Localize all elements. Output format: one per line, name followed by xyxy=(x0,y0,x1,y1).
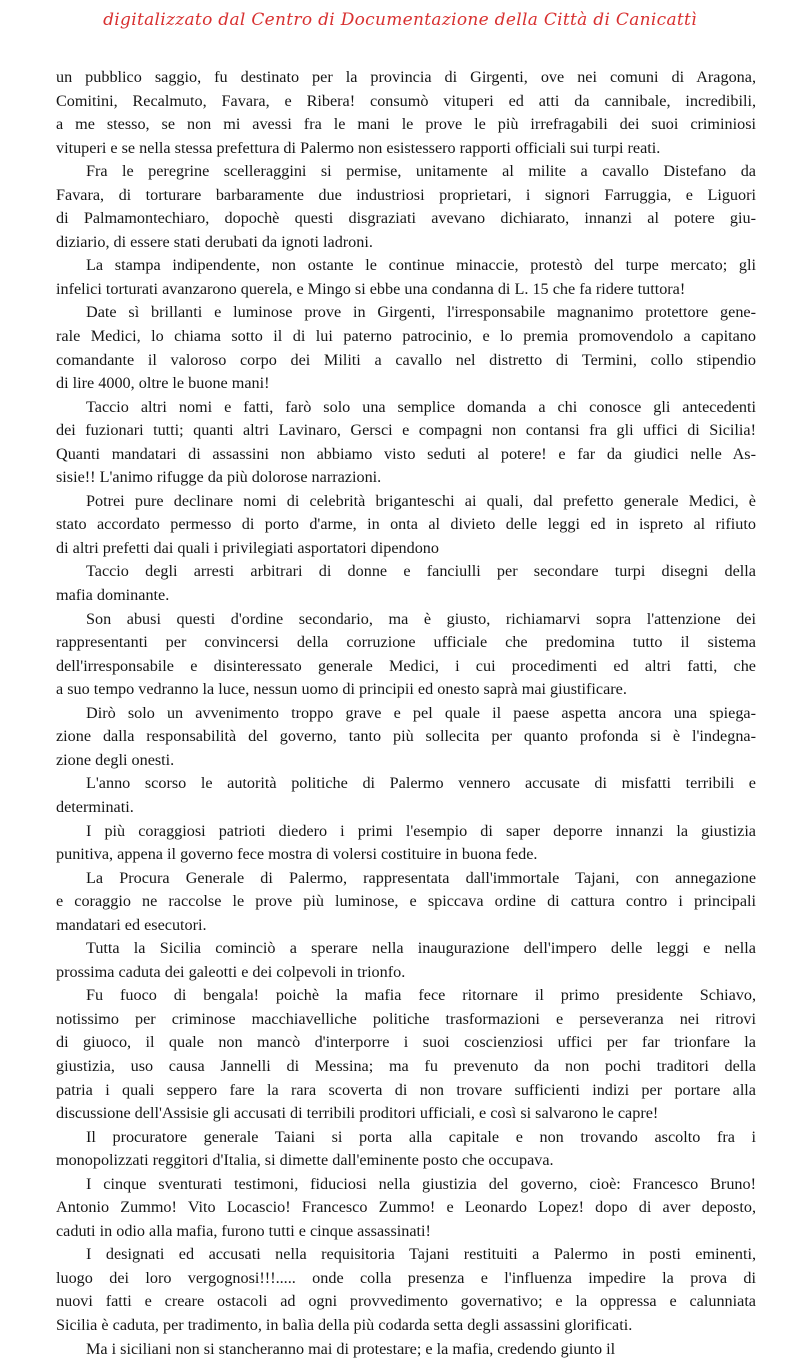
text-line: Favara, di torturare barbaramente due industriosi proprietari, i signori Farruggia, e Liguori xyxy=(56,185,756,204)
text-line: Quanti mandatari di assassini non abbiamo visto seduti al potere! e far da giudici nelle As- xyxy=(56,444,756,463)
paragraph xyxy=(56,937,756,984)
text-line: determinati. xyxy=(56,797,134,816)
text-line: mandatari ed esecutori. xyxy=(56,915,207,934)
text-line: Dirò solo un avvenimento troppo grave e pel quale il paese aspetta ancora una spiega- xyxy=(86,703,756,722)
text-line: un pubblico saggio, fu destinato per la provincia di Girgenti, ove nei comuni di Aragona, xyxy=(56,68,756,86)
paragraph xyxy=(56,608,756,702)
paragraph xyxy=(56,1126,756,1173)
text-line: nuovi fatti e creare ostacoli ad ogni provvedimento governativo; e la oppressa e calunniata xyxy=(56,1292,756,1311)
text-line: Comitini, Recalmuto, Favara, e Ribera! consumò vituperi ed atti da cannibale, incredibili, xyxy=(56,91,756,110)
paragraph xyxy=(56,1173,756,1244)
paragraph xyxy=(56,984,756,1125)
text-line: caduti in odio alla mafia, furono tutti e cinque assassinati! xyxy=(56,1221,431,1240)
text-line: rale Medici, lo chiama sotto il di lui paterno patrocinio, e lo premia promovendolo a capitano xyxy=(56,327,756,346)
text-line: Son abusi questi d'ordine secondario, ma è giusto, richiamarvi sopra l'attenzione dei xyxy=(86,609,756,628)
paragraph xyxy=(56,1338,756,1361)
text-line: Antonio Zummo! Vito Locascio! Francesco Zummo! e Leonardo Lopez! dopo di aver deposto, xyxy=(56,1198,756,1217)
text-line: Taccio altri nomi e fatti, farò solo una semplice domanda a chi conosce gli antecedenti xyxy=(86,397,756,416)
text-line: infelici torturati avanzarono querela, e Mingo si ebbe una condanna di L. 15 che fa ridere tuttora! xyxy=(56,279,686,298)
text-line: sisie!! L'animo rifugge da più dolorose narrazioni. xyxy=(56,468,382,487)
paragraph xyxy=(56,820,756,867)
text-line: rappresentanti per convincersi della corruzione ufficiale che predomina tutto il sistema xyxy=(56,633,756,652)
paragraph xyxy=(56,490,756,561)
paragraph xyxy=(56,160,756,254)
text-line: monopolizzati reggitori d'Italia, si dimette dall'eminente posto che occupava. xyxy=(56,1151,554,1170)
paragraph xyxy=(56,702,756,773)
text-line: a me stesso, se non mi avessi fra le mani le prove le più irrefragabili dei suoi criminiosi xyxy=(56,115,756,134)
paragraph xyxy=(56,772,756,819)
text-line: prossima caduta dei galeotti e dei colpevoli in trionfo. xyxy=(56,962,406,981)
text-line: di lire 4000, oltre le buone mani! xyxy=(56,374,270,393)
paragraph xyxy=(56,560,756,607)
text-line: a suo tempo vedranno la luce, nessun uomo di principii ed onesto saprà mai giustificare. xyxy=(56,680,627,699)
text-line: punitiva, appena il governo fece mostra di volersi costituire in buona fede. xyxy=(56,845,538,864)
document-body xyxy=(56,66,756,1361)
text-line: patria i quali seppero fare la rara scoverta di non trovare sufficienti indizi per portare alla xyxy=(56,1080,756,1099)
text-line: Il procuratore generale Taiani si porta alla capitale e non trovando ascolto fra i xyxy=(86,1127,756,1146)
text-line: e coraggio ne raccolse le prove più luminose, e spiccava ordine di cattura contro i principali xyxy=(56,892,756,911)
text-line: di Palmamontechiaro, dopochè questi disgraziati avevano dichiarato, innanzi al potere giu- xyxy=(56,209,756,228)
digitization-watermark: digitalizzato dal Centro di Documentazione della Città di Canicattì xyxy=(103,10,697,30)
text-line: Date sì brillanti e luminose prove in Girgenti, l'irresponsabile magnanimo protettore gene- xyxy=(86,303,756,322)
text-line: luogo dei loro vergognosi!!!..... onde colla presenza e l'influenza impedire la prova di xyxy=(56,1268,756,1287)
paragraph xyxy=(56,867,756,938)
text-line: giustizia, uso causa Jannelli di Messina; ma fu prevenuto da non pochi traditori della xyxy=(56,1056,756,1075)
text-line: Fu fuoco di bengala! poichè la mafia fece ritornare il primo presidente Schiavo, xyxy=(86,986,756,1005)
paragraph xyxy=(56,254,756,301)
text-line: Ma i siciliani non si stancheranno mai di protestare; e la mafia, credendo giunto il xyxy=(86,1339,616,1358)
text-line: La Procura Generale di Palermo, rappresentata dall'immortale Tajani, con annegazione xyxy=(86,868,756,887)
text-line: diziario, di essere stati derubati da ignoti ladroni. xyxy=(56,232,373,251)
text-line: dell'irresponsabile e disinteressato generale Medici, i cui procedimenti ed altri fatti, che xyxy=(56,656,756,675)
text-line: zione degli onesti. xyxy=(56,750,175,769)
text-line: zione dalla responsabilità del governo, tanto più sollecita per quanto profonda si è l'indegna- xyxy=(56,727,756,746)
text-line: Sicilia è caduta, per tradimento, in balìa della più codarda setta degli assassini glorificati. xyxy=(56,1315,633,1334)
paragraph xyxy=(56,396,756,490)
text-line: Potrei pure declinare nomi di celebrità briganteschi ai quali, dal prefetto generale Medici, è xyxy=(86,491,756,510)
paragraph xyxy=(56,301,756,395)
text-line: Taccio degli arresti arbitrari di donne e fanciulli per secondare turpi disegni della xyxy=(86,562,756,581)
text-line: I più coraggiosi patrioti diedero i primi l'esempio di saper deporre innanzi la giustizia xyxy=(86,821,756,840)
text-line: dei fuzionari tutti; quanti altri Lavinaro, Gersci e compagni non contansi fra gli uffici di Sicilia! xyxy=(56,421,756,440)
text-line: discussione dell'Assisie gli accusati di terribili proditori ufficiali, e così si salvarono le capre! xyxy=(56,1104,659,1123)
paragraph xyxy=(56,66,756,160)
text-line: di altri prefetti dai quali i privilegiati asportatori dipendono xyxy=(56,538,439,557)
text-line: di giuoco, il quale non mancò d'interporre i suoi coscienziosi uffici per far trionfare la xyxy=(56,1033,756,1052)
text-line: comandante il valoroso corpo dei Militi a cavallo nel distretto di Termini, collo stipendio xyxy=(56,350,756,369)
text-line: Tutta la Sicilia cominciò a sperare nella inaugurazione dell'impero delle leggi e nella xyxy=(86,939,756,958)
paragraph xyxy=(56,1243,756,1337)
text-line: L'anno scorso le autorità politiche di Palermo vennero accusate di misfatti terribili e xyxy=(86,774,756,793)
text-line: Fra le peregrine scelleraggini si permise, unitamente al milite a cavallo Distefano da xyxy=(86,162,756,181)
text-line: mafia dominante. xyxy=(56,586,170,605)
text-line: stato accordato permesso di porto d'arme, in onta al divieto delle leggi ed in ispreto al rifiuto xyxy=(56,515,756,534)
text-line: vituperi e se nella stessa prefettura di Palermo non esistessero rapporti officiali sui turpi reati. xyxy=(56,138,661,157)
text-line: notissimo per criminose macchiavelliche politiche trasformazioni e perseveranza nei ritrovi xyxy=(56,1009,756,1028)
text-line: I designati ed accusati nella requisitoria Tajani restituiti a Palermo in posti eminenti, xyxy=(86,1245,756,1264)
text-line: La stampa indipendente, non ostante le continue minaccie, protestò del turpe mercato; gli xyxy=(86,256,756,275)
text-line: I cinque sventurati testimoni, fiduciosi nella giustizia del governo, cioè: Francesco Bruno! xyxy=(86,1174,756,1193)
